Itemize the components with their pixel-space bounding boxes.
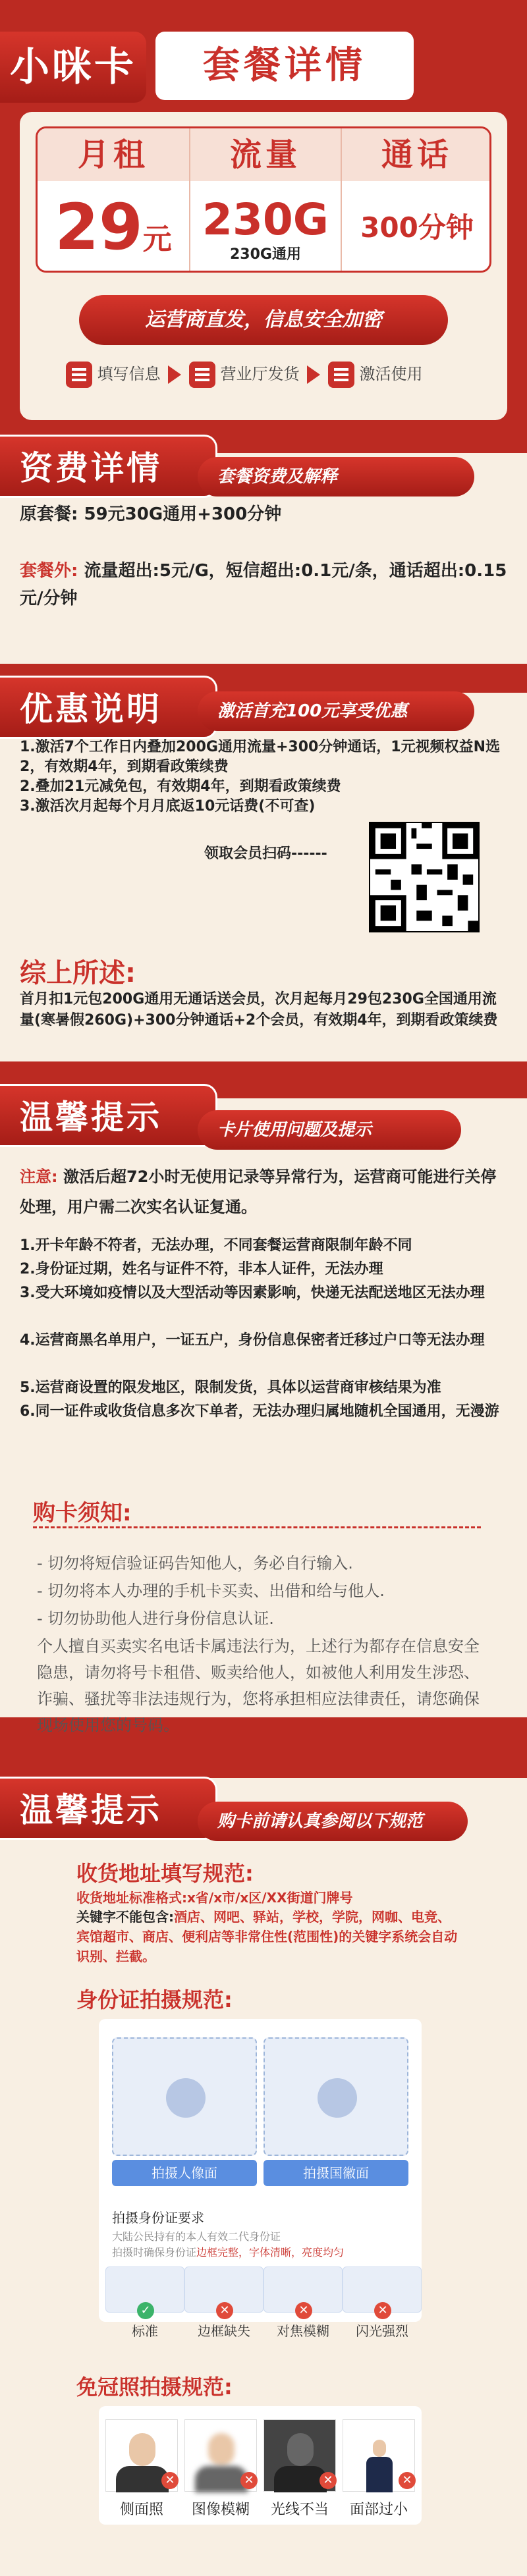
- addr-warn-text: 酒店、网吧、驿站，学校，学院，网咖、电竞、宾馆超市、商店、便利店等非常住性(范围性)的关键字系统会自动识别、拦截。: [76, 1909, 458, 1964]
- arrow-icon: [307, 365, 320, 384]
- fee-extra: [20, 557, 507, 612]
- step-activate: 激活使用: [359, 365, 423, 383]
- arrow-icon: [168, 365, 181, 384]
- qr-label: 领取会员扫码------: [204, 845, 327, 862]
- reminder-pill: 购卡前请认真参阅以下规范: [198, 1802, 468, 1841]
- price-col-data: [189, 128, 341, 273]
- price-col-voice: [341, 128, 491, 273]
- id-title: 身份证拍摄规范:: [76, 1987, 233, 2012]
- cross-icon: ✕: [374, 2302, 391, 2319]
- tips-item-2: 2.身份证过期，姓名与证件不符，非本人证件，无法办理: [20, 1261, 383, 1277]
- cross-icon: ✕: [240, 2472, 258, 2489]
- page-title: 套餐详情: [155, 32, 414, 100]
- promo-pill: 激活首充100元享受优惠: [198, 691, 474, 731]
- addr-title: 收货地址填写规范:: [76, 1861, 254, 1886]
- promo-line-1: 1.激活7个工作日内叠加200G通用流量+300分钟通话，1元视频权益N选2，有效期4年，到期看政策续费: [20, 739, 501, 775]
- check-label-standard: 标准: [132, 2323, 158, 2339]
- id-front-preview: [112, 2037, 257, 2156]
- check-icon: ✓: [137, 2302, 154, 2319]
- photo-label-blurry: 图像模糊: [191, 2502, 250, 2518]
- data-head: 流量: [229, 136, 301, 173]
- promo-line-3: 3.激活次月起每个月月底返10元话费(不可查): [20, 798, 316, 815]
- fee-extra-text: 流量超出:5元/G，短信超出:0.1元/条，通话超出:0.15元/分钟: [20, 561, 507, 608]
- buy-item-3: - 切勿协助他人进行身份信息认证.: [37, 1609, 274, 1628]
- cross-icon: ✕: [399, 2472, 416, 2489]
- step-ship: 营业厅发货: [220, 365, 300, 383]
- summary-text: 首月扣1元包200G通用无通话送会员，次月起每月29包230G全国通用流量(寒暑假260G)+300分钟通话+2个会员，有效期4年，到期看政策续费: [20, 991, 498, 1029]
- form-icon: [66, 362, 92, 388]
- voice-head: 通话: [381, 136, 453, 173]
- divider: [33, 1526, 481, 1528]
- camera-icon: [318, 2078, 357, 2118]
- promo-line-2: 2.叠加21元减免包，有效期4年，到期看政策续费: [20, 778, 341, 795]
- tips-note-label: 注意:: [20, 1167, 58, 1186]
- brand-badge: 小咪卡: [0, 32, 146, 103]
- id-back-preview: [264, 2037, 408, 2156]
- fee-main-label: 原套餐:: [20, 504, 78, 524]
- photo-label-light: 光线不当: [270, 2502, 329, 2518]
- cross-icon: ✕: [319, 2472, 337, 2489]
- cross-icon: ✕: [295, 2302, 312, 2319]
- photo-label-side: 侧面照: [119, 2502, 163, 2518]
- tips-pill: 卡片使用问题及提示: [198, 1110, 461, 1150]
- rent-unit: 元: [142, 223, 172, 256]
- summary-title: 综上所述:: [20, 958, 136, 988]
- addr-warn: [76, 1907, 458, 1966]
- check-label-border: 边框缺失: [198, 2323, 250, 2339]
- rent-value: 29: [55, 190, 143, 264]
- check-label-blurry: 对焦模糊: [277, 2323, 329, 2339]
- tab-promotions: 优惠说明: [0, 676, 217, 739]
- fee-main: [20, 500, 507, 528]
- tab-fee-details: 资费详情: [0, 435, 217, 498]
- tips-panel: [0, 1098, 527, 1734]
- qr-code[interactable]: [369, 822, 480, 932]
- cross-icon: ✕: [216, 2302, 233, 2319]
- tab-tips: 温馨提示: [0, 1084, 217, 1147]
- voice-value: 300分钟: [360, 211, 474, 244]
- tips-item-3: 3.受大环境如疫情以及大型活动等因素影响，快递无法配送地区无法办理: [20, 1285, 485, 1301]
- photo-panel: [99, 2406, 422, 2525]
- sim-icon: [328, 362, 354, 388]
- cross-icon: ✕: [161, 2472, 179, 2489]
- photo-label-small: 面部过小: [349, 2502, 408, 2518]
- promo-panel: [0, 693, 527, 1061]
- req-line-2: [112, 2244, 344, 2259]
- buy-item-2: - 切勿将本人办理的手机卡买卖、出借和给与他人.: [37, 1582, 385, 1600]
- plan-card: [20, 112, 507, 420]
- activation-steps: [66, 361, 487, 391]
- id-card-panel: [99, 2019, 422, 2339]
- data-sub: 230G通用: [230, 246, 301, 263]
- req-line-2-prefix: 拍摄时确保身份证: [112, 2246, 197, 2259]
- tips-note-text: 激活后超72小时无使用记录等异常行为，运营商可能进行关停处理，用户需二次实名认证复通。: [20, 1167, 497, 1216]
- tips-item-1: 1.开卡年龄不符者，无法办理，不同套餐运营商限制年龄不同: [20, 1237, 412, 1254]
- addr-warn-prefix: 关键字不能包含:: [76, 1909, 174, 1925]
- truck-icon: [189, 362, 215, 388]
- id-front-button[interactable]: 拍摄人像面: [112, 2160, 257, 2186]
- id-back-button[interactable]: 拍摄国徽面: [264, 2160, 408, 2186]
- tips-item-6: 6.同一证件或收货信息多次下单者，无法办理归属地随机全国通用，无漫游: [20, 1403, 499, 1420]
- buy-title: 购卡须知:: [33, 1500, 132, 1526]
- price-table: [36, 126, 491, 273]
- camera-icon: [166, 2078, 206, 2118]
- spec-panel: [0, 1778, 527, 2576]
- step-fill-info: 填写信息: [97, 365, 161, 383]
- req-line-2-red: 边框完整，字体清晰，亮度均匀: [196, 2246, 345, 2259]
- tab-reminder: 温馨提示: [0, 1777, 217, 1840]
- check-label-flash: 闪光强烈: [356, 2323, 408, 2339]
- addr-format: 收货地址标准格式:x省/x市/x区/XX街道门牌号: [76, 1890, 353, 1906]
- secure-banner: 运营商直发，信息安全加密: [79, 295, 448, 345]
- buy-para: 个人擅自买卖实名电话卡属违法行为，上述行为都存在信息安全隐患，请勿将号卡租借、贩卖给他人，如被他人利用发生涉恐、诈骗、骚扰等非法违规行为，您将承担相应法律责任，请您确保现场使用您的号码。: [37, 1637, 480, 1734]
- price-col-rent: [38, 128, 189, 273]
- tips-item-5: 5.运营商设置的限发地区，限制发货，具体以运营商审核结果为准: [20, 1380, 441, 1396]
- req-line-1: 大陆公民持有的本人有效二代身份证: [112, 2230, 281, 2243]
- tips-note: [20, 1162, 507, 1222]
- buy-item-1: - 切勿将短信验证码告知他人，务必自行输入.: [37, 1554, 353, 1572]
- fee-main-text: 59元30G通用+300分钟: [84, 504, 282, 524]
- fee-pill: 套餐资费及解释: [198, 457, 474, 496]
- photo-title: 免冠照拍摄规范:: [76, 2375, 233, 2400]
- data-value: 230G: [202, 194, 329, 245]
- req-title: 拍摄身份证要求: [112, 2210, 204, 2226]
- rent-head: 月租: [77, 136, 149, 173]
- tips-item-4: 4.运营商黑名单用户，一证五户，身份信息保密者迁移过户口等无法办理: [20, 1332, 485, 1349]
- fee-extra-label: 套餐外:: [20, 561, 78, 581]
